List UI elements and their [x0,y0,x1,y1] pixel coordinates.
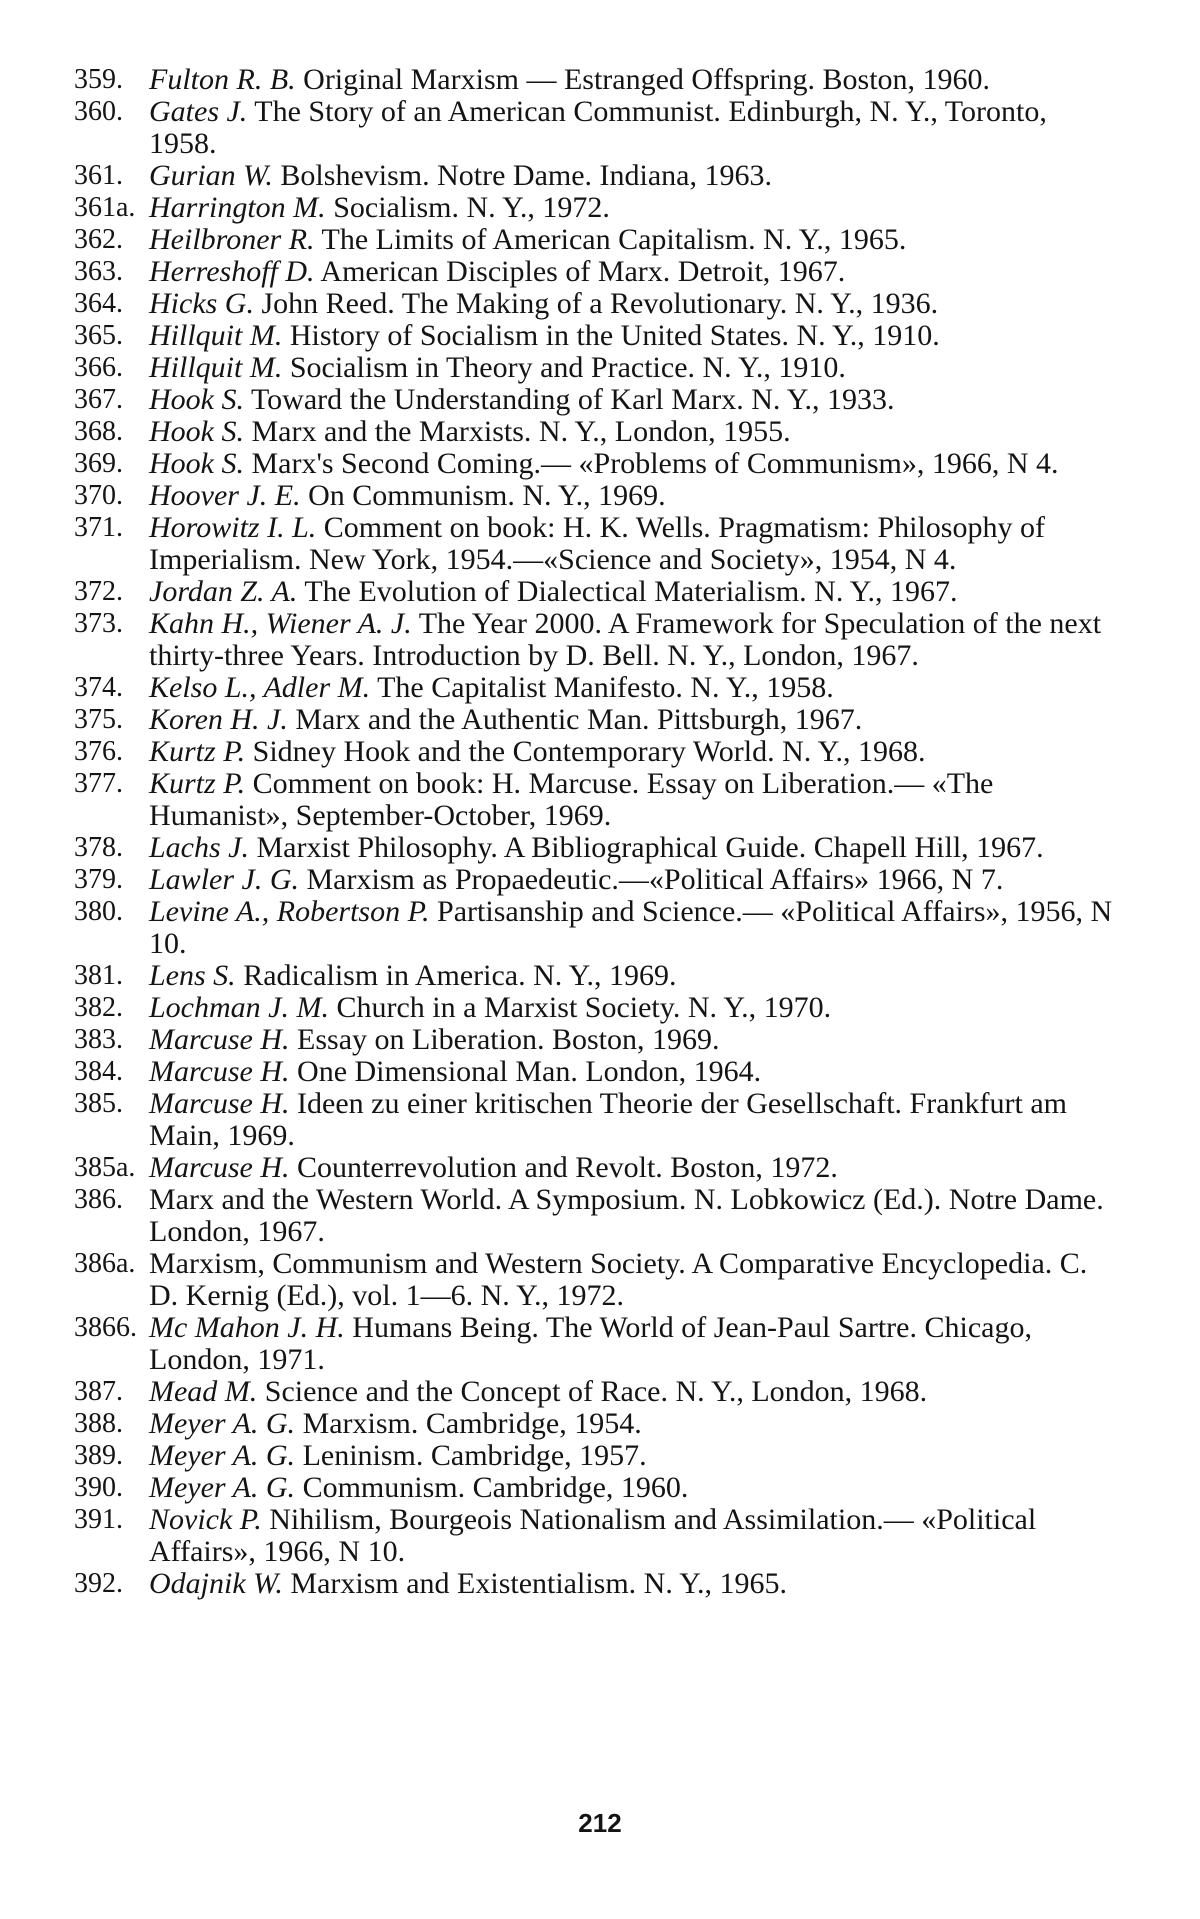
entry-author: Marcuse H. [149,1087,290,1120]
entry-author: Gurian W. [149,159,273,192]
entry-number: 380. [74,896,123,927]
entry-text: John Reed. The Making of a Revolutionary. N. Y., 1936. [261,287,939,320]
entry-number: 385a. [74,1152,136,1183]
entry-number: 383. [74,1024,123,1055]
entry-text: American Disciples of Marx. Detroit, 1967. [320,255,846,288]
bibliography-entry [74,768,1114,832]
bibliography-entry [74,1568,1114,1600]
entry-text: The Limits of American Capitalism. N. Y., 1965. [321,223,907,256]
entry-author: Heilbroner R. [149,223,315,256]
entry-author: Hook S. [149,415,244,448]
entry-number: 374. [74,672,123,703]
entry-author: Harrington M. [149,191,326,224]
entry-number: 372. [74,576,123,607]
entry-text: On Communism. N. Y., 1969. [308,479,666,512]
bibliography-entry [74,480,1114,512]
entry-author: Herreshoff D. [149,255,315,288]
entry-author: Hook S. [149,383,244,416]
bibliography-entry [74,1376,1114,1408]
entry-text: Marx and the Marxists. N. Y., London, 1955. [251,415,791,448]
entry-text: Marxism and Existentialism. N. Y., 1965. [290,1567,788,1600]
bibliography-entry [74,512,1114,576]
entry-author: Kurtz P. [149,735,246,768]
entry-text: Communism. Cambridge, 1960. [302,1471,689,1504]
entry-text: Humans Being. The World of Jean-Paul Sartre. Chicago, London, 1971. [149,1311,1032,1376]
bibliography-entry [74,1312,1114,1376]
entry-text: Marxism, Communism and Western Society. A Comparative Encyclopedia. C. D. Kernig (Ed.), vol. 1—6. N. Y., 1972. [149,1247,1088,1312]
entry-number: 362. [74,224,123,255]
bibliography-entry [74,192,1114,224]
entry-author: Horowitz I. L. [149,511,317,544]
entry-text: Toward the Understanding of Karl Marx. N. Y., 1933. [250,383,895,416]
entry-text: Partisanship and Science.— «Political Affairs», 1956, N 10. [149,895,1113,960]
bibliography-entry [74,864,1114,896]
entry-number: 361a. [74,192,136,223]
entry-number: 363. [74,256,123,287]
entry-author: Levine A., Robertson P. [149,895,430,928]
entry-author: Marcuse H. [149,1151,290,1184]
bibliography-entry [74,832,1114,864]
entry-text: The Story of an American Communist. Edinburgh, N. Y., Toronto, 1958. [149,95,1047,160]
entry-author: Meyer A. G. [149,1471,296,1504]
entry-text: Socialism. N. Y., 1972. [333,191,610,224]
entry-number: 366. [74,352,123,383]
entry-text: Comment on book: H. Marcuse. Essay on Liberation.— «The Humanist», September-October, 1969. [149,767,994,832]
entry-author: Marcuse H. [149,1055,290,1088]
entry-number: 385. [74,1088,123,1119]
entry-text: Marx's Second Coming.— «Problems of Communism», 1966, N 4. [251,447,1059,480]
entry-number: 361. [74,160,123,191]
entry-author: Kahn H., Wiener A. J. [149,607,412,640]
entry-number: 364. [74,288,123,319]
bibliography-entry [74,576,1114,608]
entry-text: Comment on book: H. K. Wells. Pragmatism: Philosophy of Imperialism. New York, 1954.—«Science and Society», 1954, N 4. [149,511,1045,576]
bibliography-list [74,64,1114,1600]
entry-text: Counterrevolution and Revolt. Boston, 1972. [297,1151,838,1184]
entry-number: 379. [74,864,123,895]
entry-author: Lawler J. G. [149,863,299,896]
entry-number: 365. [74,320,123,351]
bibliography-entry [74,160,1114,192]
bibliography-entry [74,256,1114,288]
entry-author: Gates J. [149,95,248,128]
entry-author: Koren H. J. [149,703,288,736]
entry-number: 369. [74,448,123,479]
bibliography-entry [74,1472,1114,1504]
entry-author: Meyer A. G. [149,1439,296,1472]
entry-author: Mead M. [149,1375,258,1408]
entry-text: Socialism in Theory and Practice. N. Y., 1910. [289,351,846,384]
entry-number: 373. [74,608,123,639]
bibliography-entry [74,608,1114,672]
bibliography-entry [74,1056,1114,1088]
entry-author: Lochman J. M. [149,991,329,1024]
entry-author: Hillquit M. [149,351,283,384]
entry-author: Hillquit M. [149,319,283,352]
entry-number: 386. [74,1184,123,1215]
entry-author: Kurtz P. [149,767,246,800]
entry-number: 371. [74,512,123,543]
entry-number: 391. [74,1504,123,1535]
bibliography-entry [74,96,1114,160]
bibliography-entry [74,704,1114,736]
entry-number: 389. [74,1440,123,1471]
entry-text: Leninism. Cambridge, 1957. [302,1439,647,1472]
entry-text: Marx and the Western World. A Symposium. N. Lobkowicz (Ed.). Notre Dame. London, 1967. [149,1183,1104,1248]
entry-text: Marxism as Propaedeutic.—«Political Affairs» 1966, N 7. [306,863,1004,896]
entry-author: Lens S. [149,959,236,992]
entry-text: Bolshevism. Notre Dame. Indiana, 1963. [280,159,772,192]
entry-text: Marxist Philosophy. A Bibliographical Guide. Chapell Hill, 1967. [256,831,1044,864]
bibliography-entry [74,1248,1114,1312]
entry-text: Nihilism, Bourgeois Nationalism and Assimilation.— «Political Affairs», 1966, N 10. [149,1503,1037,1568]
bibliography-entry [74,416,1114,448]
entry-number: 367. [74,384,123,415]
entry-author: Lachs J. [149,831,249,864]
entry-text: Sidney Hook and the Contemporary World. N. Y., 1968. [252,735,926,768]
bibliography-entry [74,64,1114,96]
entry-text: Marxism. Cambridge, 1954. [302,1407,642,1440]
bibliography-entry [74,1504,1114,1568]
entry-text: Science and the Concept of Race. N. Y., London, 1968. [264,1375,928,1408]
entry-text: The Evolution of Dialectical Materialism. N. Y., 1967. [304,575,958,608]
entry-author: Jordan Z. A. [149,575,298,608]
entry-author: Marcuse H. [149,1023,290,1056]
entry-number: 378. [74,832,123,863]
entry-author: Hoover J. E. [149,479,301,512]
entry-number: 392. [74,1568,123,1599]
entry-author: Mc Mahon J. H. [149,1311,345,1344]
entry-text: History of Socialism in the United States. N. Y., 1910. [289,319,940,352]
entry-number: 381. [74,960,123,991]
bibliography-entry [74,1440,1114,1472]
bibliography-entry [74,1408,1114,1440]
bibliography-entry [74,448,1114,480]
bibliography-entry [74,224,1114,256]
entry-number: 390. [74,1472,123,1503]
entry-number: 382. [74,992,123,1023]
entry-number: 370. [74,480,123,511]
entry-text: Marx and the Authentic Man. Pittsburgh, 1967. [295,703,863,736]
entry-number: 375. [74,704,123,735]
bibliography-entry [74,1024,1114,1056]
bibliography-entry [74,896,1114,960]
entry-number: 3866. [74,1312,137,1343]
entry-number: 384. [74,1056,123,1087]
entry-number: 377. [74,768,123,799]
bibliography-entry [74,992,1114,1024]
page-number: 212 [578,1808,622,1838]
entry-text: Church in a Marxist Society. N. Y., 1970. [336,991,832,1024]
bibliography-entry [74,736,1114,768]
entry-text: The Year 2000. A Framework for Speculation of the next thirty-three Years. Introduction by D. Bell. N. Y., London, 1967. [149,607,1102,672]
bibliography-entry [74,1152,1114,1184]
bibliography-entry [74,384,1114,416]
entry-text: One Dimensional Man. London, 1964. [297,1055,762,1088]
bibliography-entry [74,352,1114,384]
entry-author: Hook S. [149,447,244,480]
entry-author: Kelso L., Adler M. [149,671,371,704]
entry-text: The Capitalist Manifesto. N. Y., 1958. [377,671,834,704]
entry-author: Meyer A. G. [149,1407,296,1440]
entry-number: 368. [74,416,123,447]
entry-number: 359. [74,64,123,95]
entry-text: Original Marxism — Estranged Offspring. Boston, 1960. [303,63,991,96]
entry-author: Odajnik W. [149,1567,283,1600]
entry-number: 376. [74,736,123,767]
entry-number: 388. [74,1408,123,1439]
entry-number: 386a. [74,1248,136,1279]
bibliography-entry [74,288,1114,320]
entry-number: 387. [74,1376,123,1407]
bibliography-entry [74,1184,1114,1248]
entry-author: Novick P. [149,1503,262,1536]
entry-author: Hicks G. [149,287,254,320]
bibliography-entry [74,960,1114,992]
bibliography-entry [74,672,1114,704]
entry-number: 360. [74,96,123,127]
entry-text: Ideen zu einer kritischen Theorie der Gesellschaft. Frankfurt am Main, 1969. [149,1087,1067,1152]
bibliography-entry [74,1088,1114,1152]
entry-text: Essay on Liberation. Boston, 1969. [297,1023,720,1056]
entry-text: Radicalism in America. N. Y., 1969. [243,959,677,992]
bibliography-entry [74,320,1114,352]
entry-author: Fulton R. B. [149,63,296,96]
